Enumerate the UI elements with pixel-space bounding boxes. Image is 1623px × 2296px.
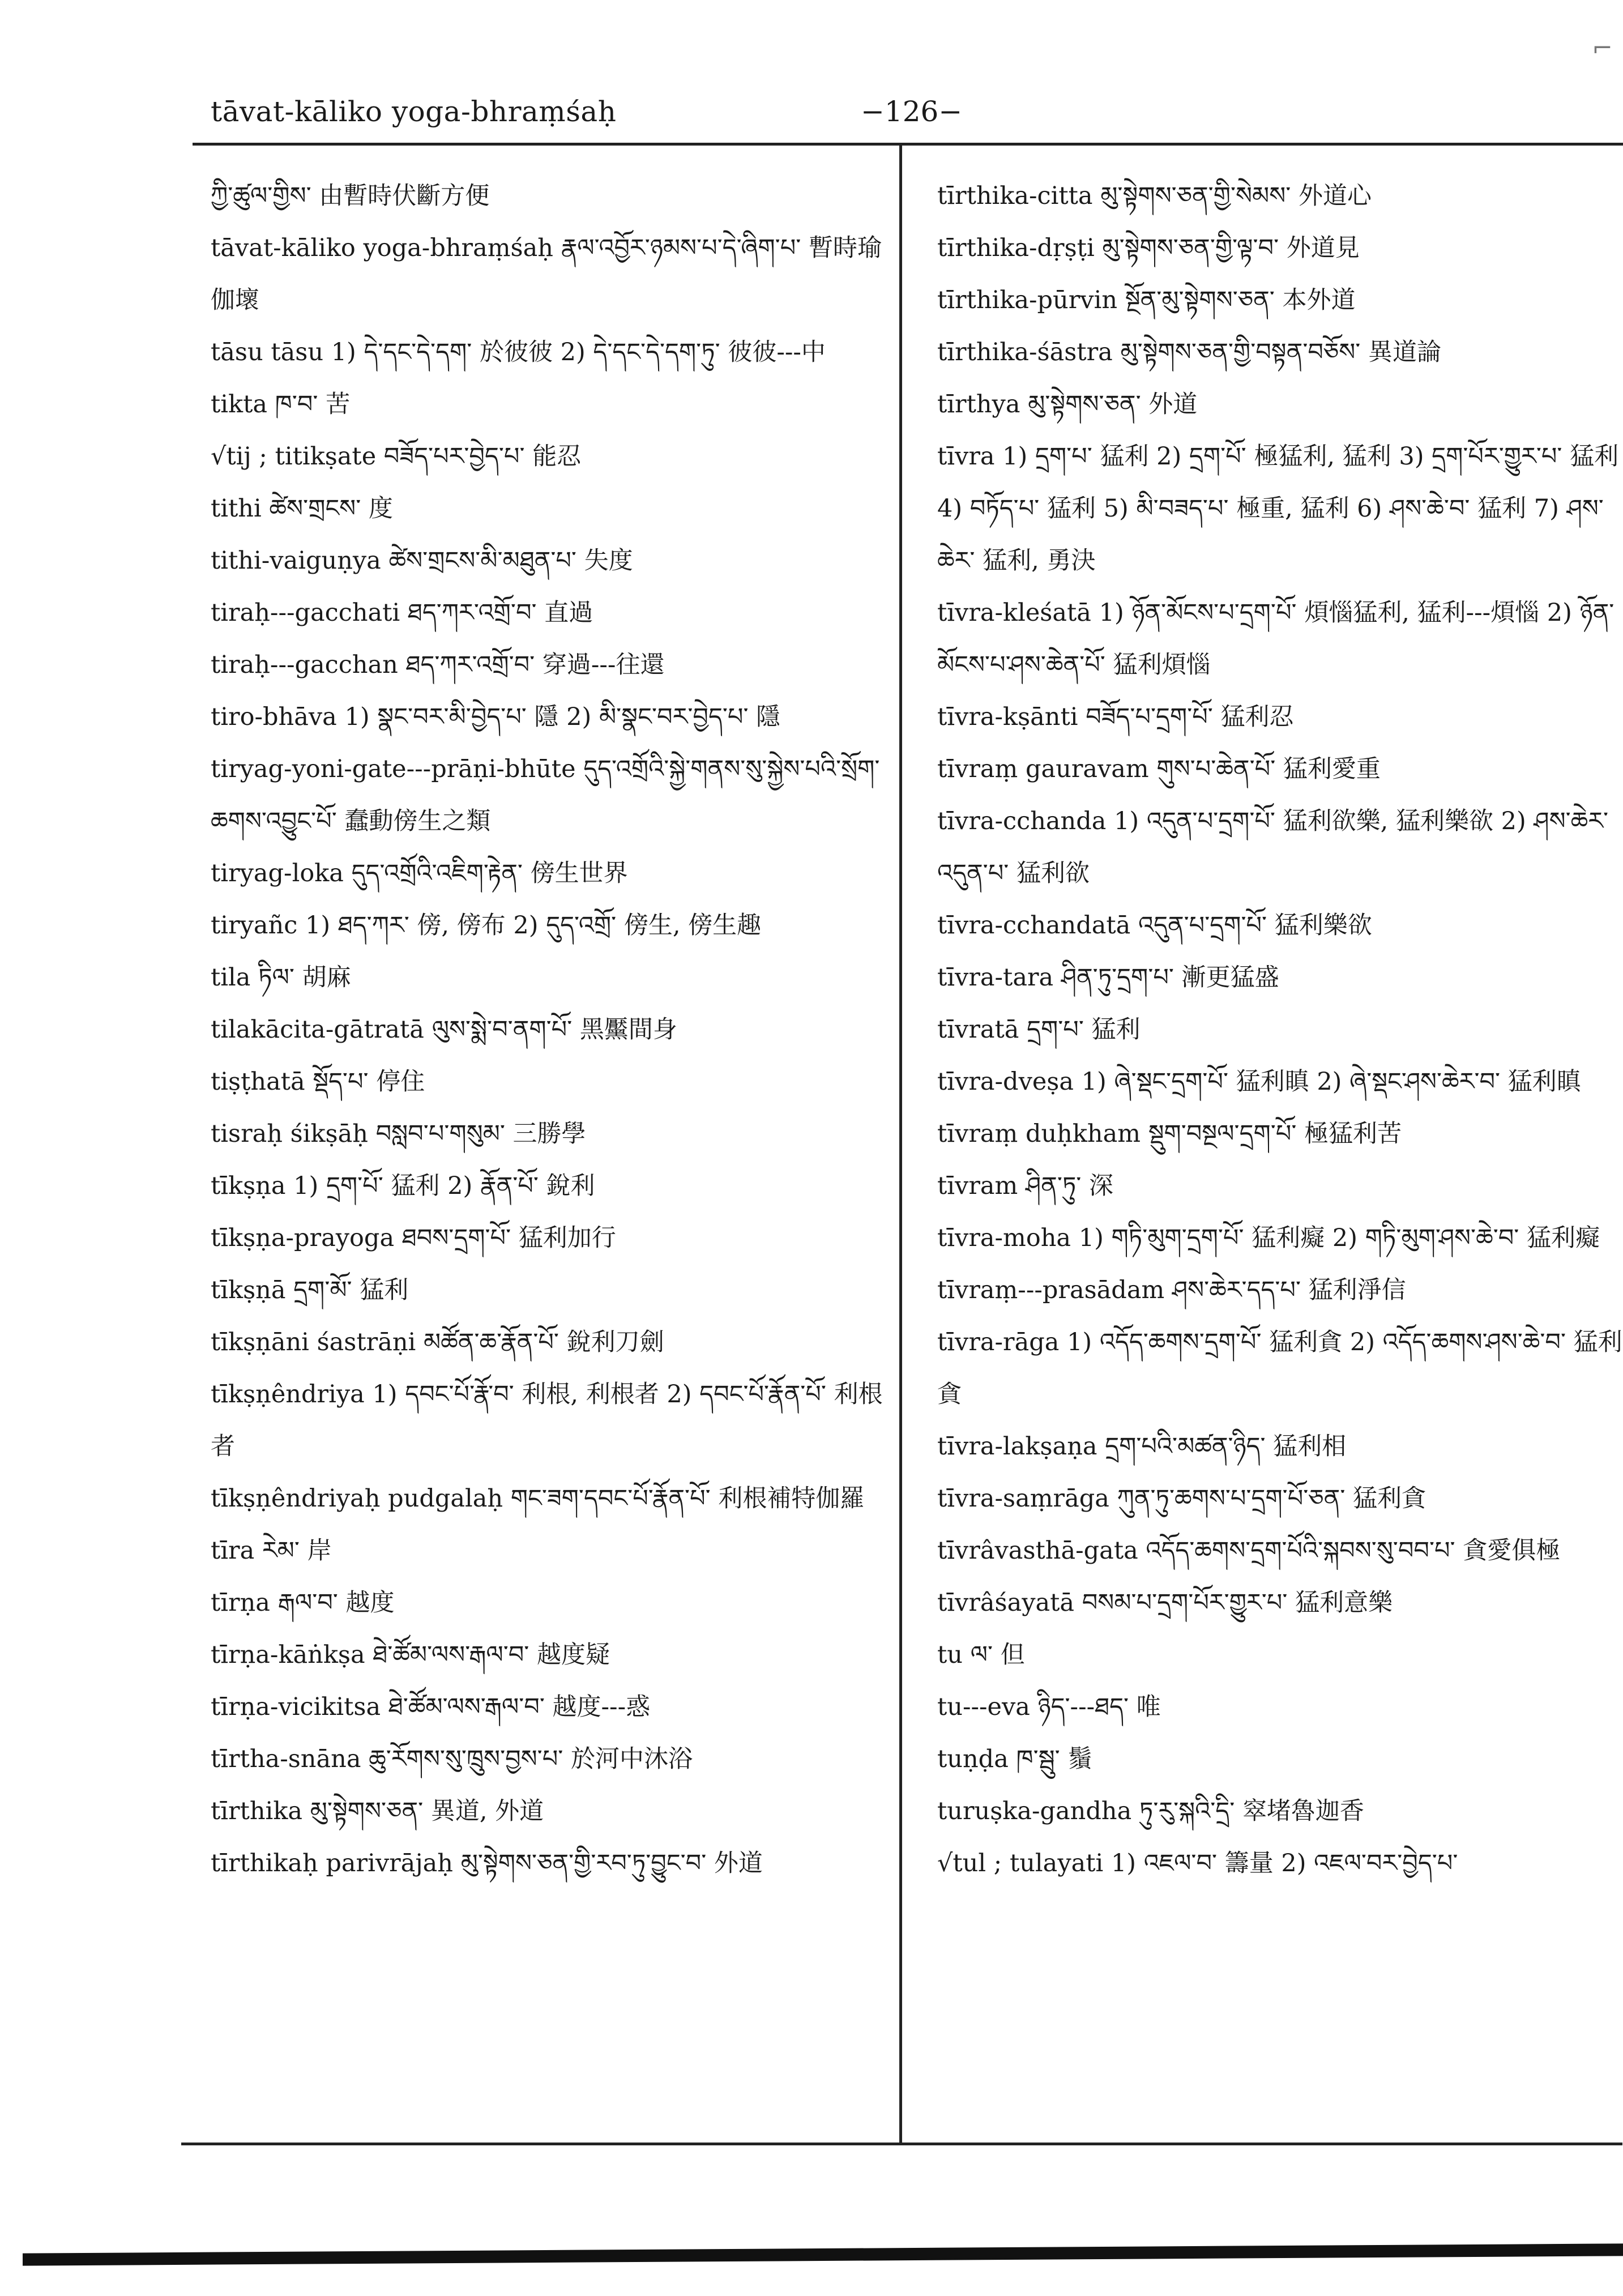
dictionary-entry: tīrtha-snāna ཆུ་རོགས་སུ་ཁྲུས་བྱས་པ་ 於河中沐浴 <box>211 1745 693 1773</box>
dictionary-entry: tiṣṭhatā སྡོད་པ་ 停住 <box>211 1068 425 1096</box>
dictionary-entry: tāsu tāsu 1) དེ་དང་དེ་དག་ 於彼彼 2) དེ་དང་དེ་དག་ཏུ་ 彼彼---中 <box>211 338 826 366</box>
dictionary-entry: √tij ; titikṣate བཟོད་པར་བྱེད་པ་ 能忍 <box>211 442 582 471</box>
dictionary-entry: turuṣka-gandha ཏུ་རུ་སྐའི་དྲི་ 窣堵魯迦香 <box>937 1797 1364 1825</box>
dictionary-entry: tīkṣṇāni śastrāṇi མཚོན་ཆ་རྣོན་པོ་ 銳利刀劍 <box>211 1328 664 1356</box>
dictionary-entry: tīrthika-pūrvin སྔོན་མུ་སྟེགས་ཅན་ 本外道 <box>937 286 1356 314</box>
dictionary-entry: tīrṇa རྒལ་བ་ 越度 <box>211 1589 395 1617</box>
dictionary-entry: tīvra-moha 1) གཏི་མུག་དྲག་པོ་ 猛利癡 2) གཏི་མུག་ཤས་ཆེ་བ་ 猛利癡 <box>937 1224 1600 1252</box>
dictionary-entry: tīvraṃ duḥkham སྡུག་བསྔལ་དྲག་པོ་ 極猛利苦 <box>937 1120 1402 1148</box>
running-head: tāvat-kāliko yoga-bhraṃśaḥ <box>211 95 617 128</box>
dictionary-entry: tīvra 1) དྲག་པ་ 猛利 2) དྲག་པོ་ 極猛利, 猛利 3) དྲག་པོར་གྱུར་པ་ 猛利 4) བཏོད་པ་ 猛利 5) མི་བཟད་པ་ 極重, 猛利 6) ཤས་ཆེ་བ་ 猛利 7) ཤས་ཆེར་ 猛利, 勇決 <box>937 442 1619 575</box>
dictionary-entry: tīrṇa-kāṅkṣa ཐེ་ཚོམ་ལས་རྒལ་བ་ 越度疑 <box>211 1641 610 1669</box>
dictionary-entry: tīvra-rāga 1) འདོད་ཆགས་དྲག་པོ་ 猛利貪 2) འདོད་ཆགས་ཤས་ཆེ་བ་ 猛利貪 <box>937 1328 1622 1409</box>
dictionary-entry: tila ཏིལ་ 胡麻 <box>211 963 351 992</box>
dictionary-entry: tu---eva ཉིད་---ཐད་ 唯 <box>937 1693 1161 1721</box>
dictionary-entry: tīkṣṇa 1) དྲག་པོ་ 猛利 2) རྣོན་པོ་ 銳利 <box>211 1172 595 1200</box>
dictionary-entry: tīrthika-citta མུ་སྟེགས་ཅན་གྱི་སེམས་ 外道心 <box>937 182 1372 210</box>
dictionary-entry: tīra རེམ་ 岸 <box>211 1537 332 1565</box>
dictionary-entry: tiryag-yoni-gate---prāṇi-bhūte དུད་འགྲོའི་སྐྱེ་གནས་སུ་སྐྱེས་པའི་སྲོག་ཆགས་འབྱུང་པོ་ 蠢動傍生之類 <box>211 755 880 835</box>
dictionary-entry: tīvra-tara ཤིན་ཏུ་དྲག་པ་ 漸更猛盛 <box>937 963 1279 992</box>
column-divider <box>899 145 902 2144</box>
dictionary-entry: tilakācita-gātratā ལུས་སྨེ་བ་ནག་པོ་ 黑黶間身 <box>211 1015 677 1044</box>
dictionary-entry: tīvrâśayatā བསམ་པ་དྲག་པོར་གྱུར་པ་ 猛利意樂 <box>937 1589 1393 1617</box>
dictionary-entry: tīrthika མུ་སྟེགས་ཅན་ 異道, 外道 <box>211 1797 544 1825</box>
dictionary-entry: ཀྱི་ཚུལ་གྱིས་ 由暫時伏斷方便 <box>211 182 490 210</box>
dictionary-entry: tīvra-kṣānti བཟོད་པ་དྲག་པོ་ 猛利忍 <box>937 703 1294 731</box>
dictionary-entry: √tul ; tulayati 1) འཇལ་བ་ 籌量 2) འཇལ་བར་བྱེད་པ་ <box>937 1849 1458 1877</box>
dictionary-entry: tīvraṃ gauravam གུས་པ་ཆེན་པོ་ 猛利愛重 <box>937 755 1381 783</box>
dictionary-entry: tīkṣṇêndriyaḥ pudgalaḥ གང་ཟག་དབང་པོ་རྣོན་པོ་ 利根補特伽羅 <box>211 1484 865 1513</box>
dictionary-entry: tīrṇa-vicikitsa ཐེ་ཚོམ་ལས་རྒལ་བ་ 越度---惑 <box>211 1693 651 1721</box>
dictionary-entry: tu ལ་ 但 <box>937 1641 1025 1669</box>
dictionary-entry: tiro-bhāva 1) སྣང་བར་མི་བྱེད་པ་ 隱 2) མི་སྣང་བར་བྱེད་པ་ 隱 <box>211 703 781 731</box>
corner-mark: ⌐ <box>1592 34 1613 63</box>
dictionary-entry: tuṇḍa ཁ་སྦུ་ 鬚 <box>937 1745 1092 1773</box>
dictionary-entry: tisraḥ śikṣāḥ བསླབ་པ་གསུམ་ 三勝學 <box>211 1120 586 1148</box>
dictionary-entry: tiryag-loka དུད་འགྲོའི་འཇིག་རྟེན་ 傍生世界 <box>211 859 628 887</box>
left-column <box>211 170 902 1889</box>
dictionary-entry: tīvra-cchanda 1) འདུན་པ་དྲག་པོ་ 猛利欲樂, 猛利樂欲 2) ཤས་ཆེར་འདུན་པ་ 猛利欲 <box>937 807 1609 887</box>
dictionary-entry: tīrthikaḥ parivrājaḥ མུ་སྟེགས་ཅན་གྱི་རབ་ཏུ་བྱུང་བ་ 外道 <box>211 1849 763 1877</box>
dictionary-entry: tithi-vaiguṇya ཚེས་གྲངས་མི་མཐུན་པ་ 失度 <box>211 547 633 575</box>
dictionary-entry: tīkṣṇa-prayoga ཐབས་དྲག་པོ་ 猛利加行 <box>211 1224 616 1252</box>
dictionary-entry: tīrthya མུ་སྟེགས་ཅན་ 外道 <box>937 390 1198 419</box>
dictionary-entry: tiraḥ---gacchati ཐད་ཀར་འགྲོ་བ་ 直過 <box>211 599 593 627</box>
dictionary-entry: tīvrâvasthā-gata འདོད་ཆགས་དྲག་པོའི་སྐབས་སུ་བབ་པ་ 貪愛俱極 <box>937 1537 1561 1565</box>
dictionary-entry: tīrthika-dṛṣṭi མུ་སྟེགས་ཅན་གྱི་ལྟ་བ་ 外道見 <box>937 234 1360 262</box>
dictionary-entry: tīvra-kleśatā 1) ཉོན་མོངས་པ་དྲག་པོ་ 煩惱猛利, 猛利---煩惱 2) ཉོན་མོངས་པ་ཤས་ཆེན་པོ་ 猛利煩惱 <box>937 599 1615 679</box>
dictionary-entry: tithi ཚེས་གྲངས་ 度 <box>211 494 393 523</box>
dictionary-entry: tīvratā དྲག་པ་ 猛利 <box>937 1015 1141 1044</box>
dictionary-entry: tīkṣṇā དྲག་མོ་ 猛利 <box>211 1276 409 1304</box>
dictionary-entry: tīrthika-śāstra མུ་སྟེགས་ཅན་གྱི་བསྟན་བཅོས་ 異道論 <box>937 338 1442 366</box>
header-rule <box>193 143 1623 146</box>
page-number: −126− <box>861 95 963 128</box>
right-column <box>937 170 1623 1889</box>
dictionary-entry: tīvra-lakṣaṇa དྲག་པའི་མཚན་ཉིད་ 猛利相 <box>937 1432 1347 1461</box>
dictionary-entry: tīvra-cchandatā འདུན་པ་དྲག་པོ་ 猛利樂欲 <box>937 911 1372 940</box>
dictionary-entry: tikta ཁ་བ་ 苦 <box>211 390 351 419</box>
dictionary-entry: tīvram ཤིན་ཏུ་ 深 <box>937 1172 1113 1200</box>
dictionary-entry: tiraḥ---gacchan ཐད་ཀར་འགྲོ་བ་ 穿過---往還 <box>211 651 665 679</box>
dictionary-entry: tīvra-dveṣa 1) ཞེ་སྡང་དྲག་པོ་ 猛利瞋 2) ཞེ་སྡང་ཤས་ཆེར་བ་ 猛利瞋 <box>937 1068 1581 1096</box>
dictionary-entry: tiryañc 1) ཐད་ཀར་ 傍, 傍布 2) དུད་འགྲོ་ 傍生, 傍生趣 <box>211 911 762 940</box>
dictionary-entry: tīkṣṇêndriya 1) དབང་པོ་རྣོ་བ་ 利根, 利根者 2) དབང་པོ་རྣོན་པོ་ 利根者 <box>211 1380 883 1461</box>
dictionary-entry: tīvraṃ---prasādam ཤས་ཆེར་དད་པ་ 猛利淨信 <box>937 1276 1406 1304</box>
footer-rule <box>181 2143 1622 2145</box>
scan-edge-bar <box>23 2243 1623 2265</box>
dictionary-entry: tīvra-saṃrāga ཀུན་ཏུ་ཆགས་པ་དྲག་པོ་ཅན་ 猛利貪 <box>937 1484 1426 1513</box>
dictionary-entry: tāvat-kāliko yoga-bhraṃśaḥ རྣལ་འབྱོར་ཉམས་པ་དེ་ཞིག་པ་ 暫時瑜伽壞 <box>211 234 882 314</box>
